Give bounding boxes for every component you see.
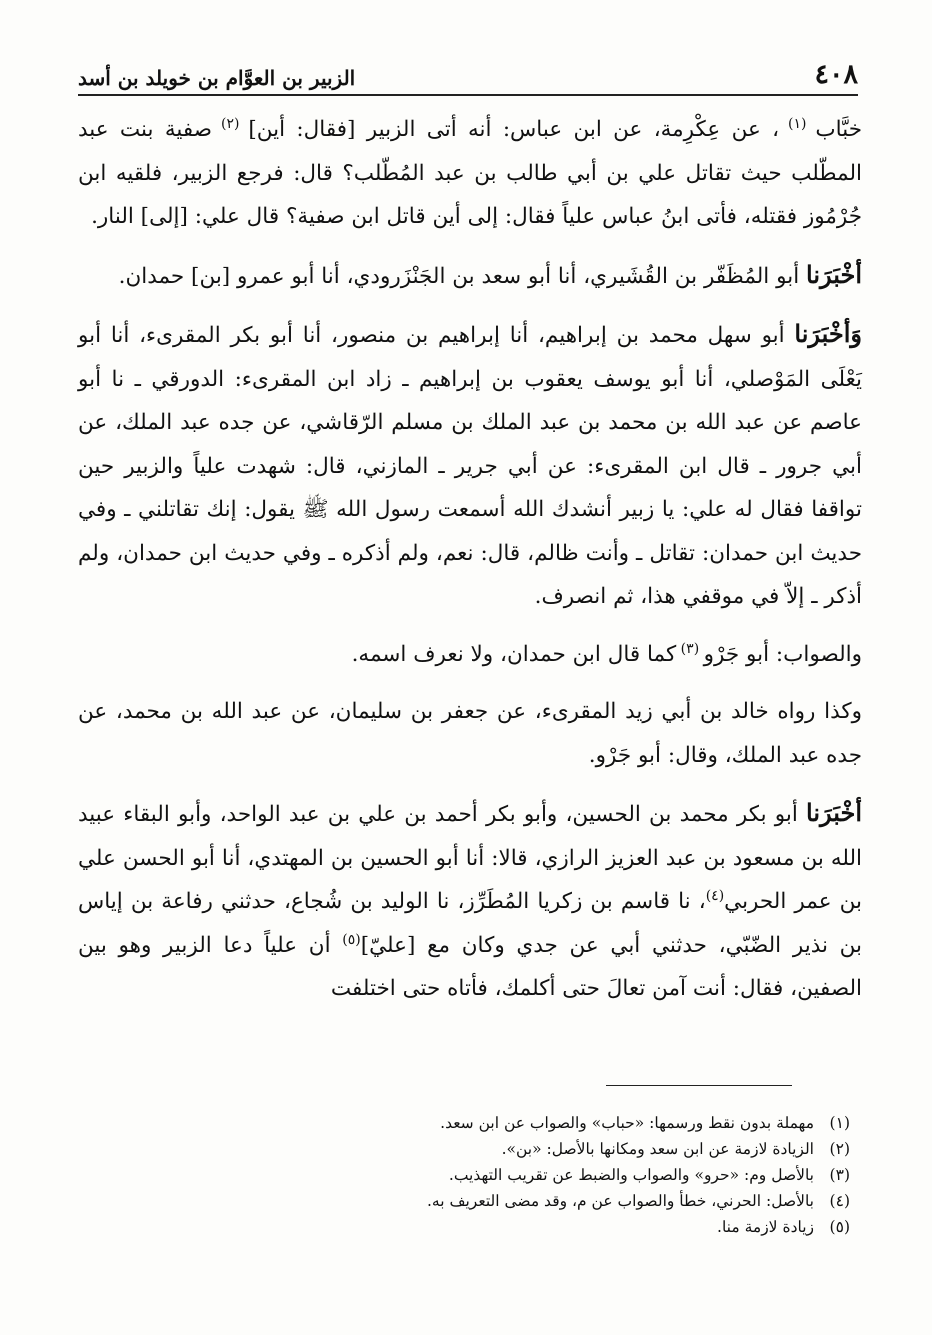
paragraph: [78, 312, 862, 619]
footnote-number: (١): [829, 1114, 850, 1132]
paragraph-text: كما قال ابن حمدان، ولا نعرف اسمه.: [351, 641, 677, 667]
paragraph-text: والصواب: أبو جَرْو: [703, 641, 862, 667]
footnote-number: (٢): [829, 1140, 850, 1158]
paragraph-text: خبَّاب: [815, 117, 862, 142]
paragraph: [78, 253, 862, 299]
footnote-item: [120, 1162, 850, 1188]
paragraph-text: أن علياً دعا الزبير وهو بين الصفين، فقال: أنت آمن تعالَ حتى أكلمك، فأتاه حتى اختلفت: [78, 932, 862, 1001]
paragraph-text: ، نا قاسم بن زكريا المُطَرِّز، نا الوليد بن شُجاع، حدثني رفاعة بن إياس بن نذير الضّبّي، حدثني أبي عن جدي وكان مع [عليّ]: [78, 889, 863, 958]
footnote-text: مهملة بدون نقط ورسمها: «حباب» والصواب عن ابن سعد.: [440, 1114, 814, 1132]
paragraph-text: ، عن عِكْرِمة، عن ابن عباس: أنه أتى الزبير [فقال: أين]: [248, 117, 780, 142]
footnote-item: [120, 1188, 850, 1214]
paragraph-text: أبو بكر محمد بن الحسين، وأبو بكر أحمد بن علي بن عبد الواحد، وأبو البقاء عبيد الله بن مسعود بن عبد العزيز الرازي، قالا: أنا أبو الحسين بن المهتدي، أنا أبو الحسن علي بن عمر الحربي: [78, 802, 862, 914]
paragraph: [78, 108, 862, 239]
paragraph: [78, 791, 862, 1011]
footnote-item: [120, 1214, 850, 1240]
narration-keyword: وَأخْبَرَنا: [794, 319, 862, 348]
page-header: [78, 52, 858, 96]
footnote-item: [120, 1136, 850, 1162]
page-number: ٤٠٨: [814, 59, 858, 90]
paragraph-text: أبو سهل محمد بن إبراهيم، أنا إبراهيم بن منصور، أنا أبو بكر المقرىء، أنا أبو يَعْلَى المَوْصلي، أنا أبو يوسف يعقوب بن إبراهيم ـ زاد ابن المقرىء: الدورقي ـ نا أبو عاصم عن عبد الله بن محمد بن عبد الملك بن مسلم الرّقاشي، عن جده عبد الملك، عن أبي جرور ـ قال ابن المقرىء: عن أبي جرير ـ المازني، قال: شهدت علياً والزبير حين تواقفا فقال له علي: يا زبير أنشدك الله أسمعت رسول الله ﷺ يقول: إنك تقاتلني ـ وفي حديث ابن حمدان: تقاتل ـ وأنت ظالم، قال: نعم، ولم أذكره ـ وفي حديث ابن حمدان، ولم أذكر ـ إلاّ في موقفي هذا، ثم انصرف.: [78, 323, 862, 609]
narration-keyword: أخْبَرَنا: [806, 798, 862, 827]
footnote-ref: (٥): [342, 931, 361, 948]
paragraph: [78, 690, 862, 777]
footnote-text: بالأصل وم: «حرو» والصواب والضبط عن تقريب التهذيب.: [448, 1166, 814, 1184]
main-text: [78, 108, 862, 1025]
footnote-ref: (٢): [212, 115, 249, 132]
footnote-ref: (١): [779, 115, 816, 132]
footnote-number: (٥): [829, 1218, 850, 1236]
running-title: الزبير بن العوَّام بن خويلد بن أسد: [78, 66, 356, 90]
paragraph-text: صفية بنت عبد المطّلب حيث تقاتل علي بن أبي طالب بن عبد المُطّلب؟ قال: فرجع الزبير، فلقيه ابن جُرْمُوز فقتله، فأتى ابنُ عباس علياً فقال: إلى أين قاتل ابن صفية؟ قال علي: [إلى] النار.: [78, 117, 862, 229]
footnote-ref: (٣): [676, 640, 704, 657]
paragraph-text: أبو المُظَفّر بن القُشَيري، أنا أبو سعد بن الجَنْزَرودي، أنا أبو عمرو [بن] حمدان.: [118, 263, 807, 289]
footnote-item: [120, 1110, 850, 1136]
footnotes: [120, 1110, 850, 1240]
footnote-ref: (٤): [705, 887, 725, 904]
paragraph-text: وكذا رواه خالد بن أبي زيد المقرىء، عن جعفر بن سليمان، عن عبد الله بن محمد، عن جده عبد الملك، وقال: أبو جَرْو.: [78, 699, 862, 768]
footnote-text: زيادة لازمة منا.: [717, 1218, 814, 1236]
footnote-divider: [606, 1085, 792, 1086]
footnote-text: الزيادة لازمة عن ابن سعد ومكانها بالأصل: «بن».: [501, 1140, 814, 1158]
footnote-number: (٤): [829, 1192, 850, 1210]
paragraph: [78, 633, 862, 677]
narration-keyword: أخْبَرَنا: [806, 259, 862, 289]
footnote-text: بالأصل: الحرني، خطأ والصواب عن م، وقد مضى التعريف به.: [426, 1192, 814, 1210]
footnote-number: (٣): [829, 1166, 850, 1184]
